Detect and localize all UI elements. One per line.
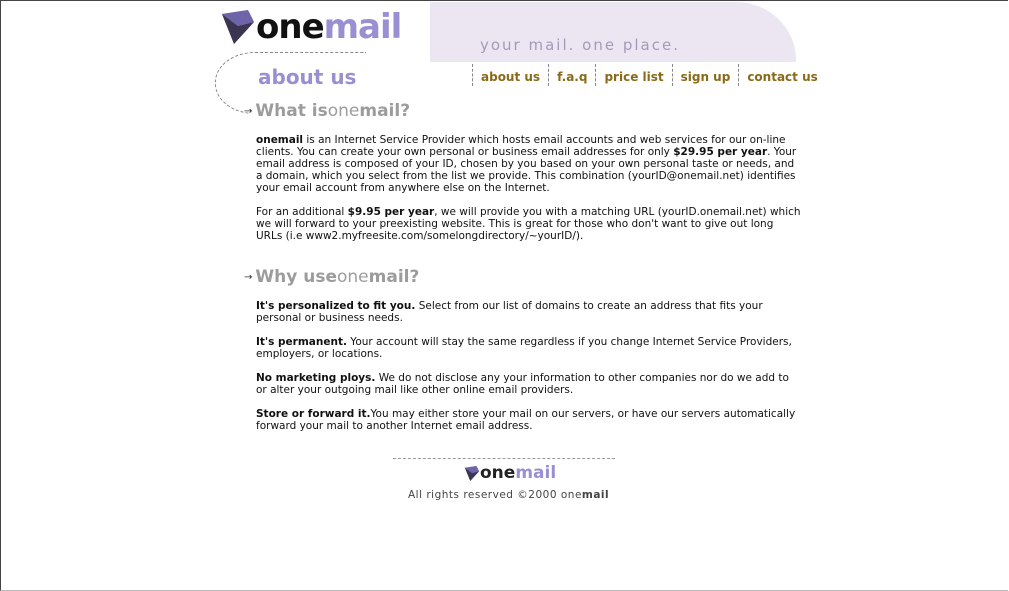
what-paragraph-1: onemail is an Internet Service Provider which hosts email accounts and web services for our on-line clients. You can create your own personal or business email addresses for only $29.95 per year. Your email address is composed of your ID, chosen by you based on your own personal taste or needs, and a domain, which you select from the list we provide. This combination (yourID@onemail.net) identifies your email account from anywhere else on the Internet. <box>256 134 797 194</box>
envelope-logo-icon <box>464 465 480 482</box>
nav-contact-us[interactable]: contact us <box>738 64 825 86</box>
what-paragraph-2: For an additional $9.95 per year, we will provide you with a matching URL (yourID.onemail.net) which we will forward to your preexisting website. This is great for those who don't want to give out long URLs (i.e www2.myfreesite.com/somelongdirectory/~yourID/). <box>256 206 801 242</box>
footer-logo[interactable]: one mail <box>464 463 556 483</box>
arrow-icon: → <box>244 271 253 283</box>
section-title: about us <box>258 65 357 89</box>
nav-faq[interactable]: f.a.q <box>548 64 595 86</box>
copyright: All rights reserved ©2000 onemail <box>408 489 610 501</box>
logo[interactable] <box>220 8 401 46</box>
envelope-logo-icon <box>220 8 256 46</box>
main-nav <box>472 62 826 86</box>
why-item-personalized: It's personalized to fit you. Select from our list of domains to create an address that fits your personal or business needs. <box>256 300 763 324</box>
logo-text: onemail <box>256 7 402 47</box>
why-item-store-forward: Store or forward it.You may either store your mail on our servers, or have our servers automatically forward your mail to another Internet email address. <box>256 408 796 432</box>
why-item-permanent: It's permanent. Your account will stay the same regardless if you change Internet Service Providers, employers, or locations. <box>256 336 792 360</box>
nav-about-us[interactable]: about us <box>472 64 548 86</box>
heading-what-is: → What is one mail? <box>244 101 411 121</box>
why-item-no-marketing: No marketing ploys. We do not disclose any your information to other companies nor do we add to or alter your outgoing mail like other online email providers. <box>256 372 789 396</box>
tagline: your mail. one place. <box>480 36 680 54</box>
nav-sign-up[interactable]: sign up <box>672 64 739 86</box>
arrow-icon: → <box>244 105 253 117</box>
heading-why-use: → Why use one mail? <box>244 267 420 287</box>
nav-price-list[interactable]: price list <box>595 64 671 86</box>
footer-divider <box>393 458 615 459</box>
